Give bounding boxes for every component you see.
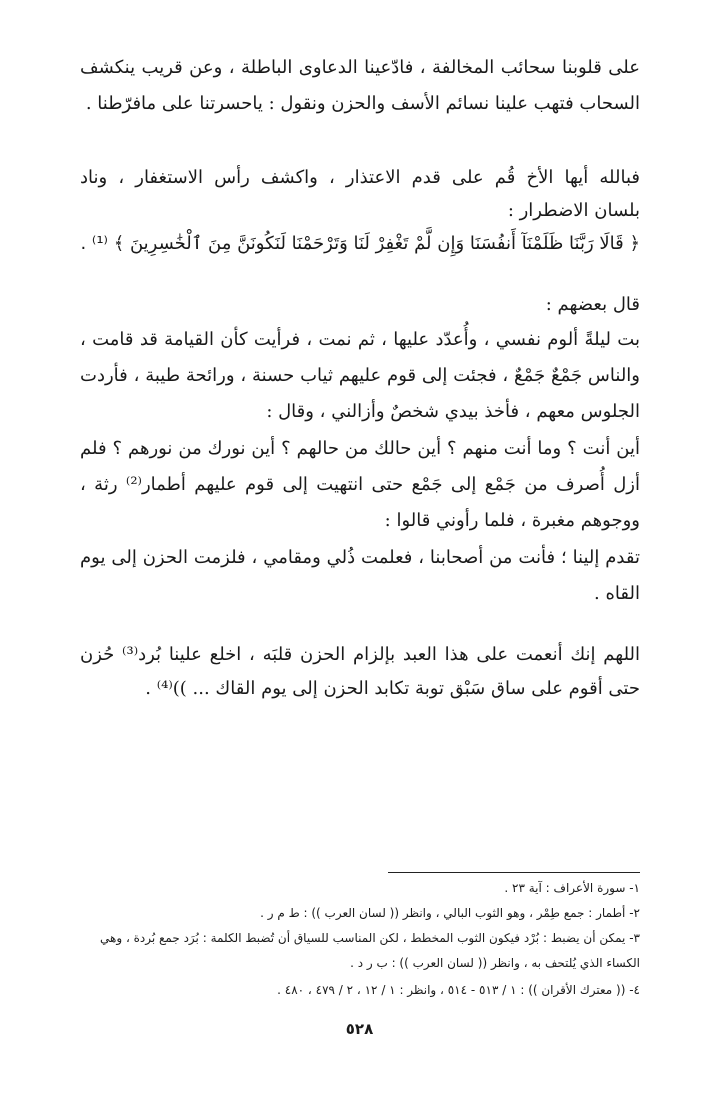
footnote-2: ٢- أطمار : جمع طِمْر ، وهو الثوب البالي ، وانظر (( لسان العرب )) : ط م ر . bbox=[260, 906, 640, 920]
prayer-line-2: حتى أقوم على ساق سَبْق توبة تكابد الحزن إلى يوم القاك ... ))⁽⁴⁾ . bbox=[145, 678, 640, 699]
paragraph-2-line-1: فبالله أيها الأخ قُم على قدم الاعتذار ، واكشف رأس الاستغفار ، وناد bbox=[80, 167, 640, 188]
paragraph-1-line-2: السحاب فتهب علينا نسائم الأسف والحزن ونقول : ياحسرتنا على مافرّطنا . bbox=[85, 93, 640, 114]
footnote-separator bbox=[388, 872, 640, 873]
prayer-line-1: اللهم إنك أنعمت على هذا العبد بإلزام الحزن قلبَه ، اخلع علينا بُرد⁽³⁾ حُزن bbox=[80, 644, 641, 665]
footnote-3-line-2: الكساء الذي يُلتحف به ، وانظر (( لسان العرب )) : ب ر د . bbox=[350, 956, 640, 970]
quote-line-2: والناس جَمْعٌ جَمْعٌ ، فجئت إلى قوم عليهم ثياب حسنة ، ورائحة طيبة ، فأردت bbox=[80, 365, 640, 386]
paragraph-1-line-1: على قلوبنا سحائب المخالفة ، فادّعينا الدعاوى الباطلة ، وعن قريب ينكشف bbox=[80, 57, 640, 78]
quote-line-6: ووجوهم مغبرة ، فلما رأوني قالوا : bbox=[384, 510, 640, 531]
quote-line-1: بت ليلةً ألوم نفسي ، وأُعدّد عليها ، ثم نمت ، فرأيت كأن القيامة قد قامت ، bbox=[80, 329, 640, 350]
footnote-3-line-1: ٣- يمكن أن يضبط : بُرْد فيكون الثوب المخطط ، لكن المناسب للسياق أن تُضبط الكلمة : بُرَد جمع بُردة ، وهي bbox=[100, 931, 640, 945]
quote-line-3: الجلوس معهم ، فأخذ بيدي شخصٌ وأزالني ، وقال : bbox=[266, 401, 640, 422]
quote-line-8: القاه . bbox=[594, 583, 640, 604]
footnote-4: ٤- (( معترك الأقران )) : ١ / ٥١٣ - ٥١٤ ، وانظر : ١ / ١٢ ، ٢ / ٤٧٩ ، ٤٨٠ . bbox=[277, 983, 640, 997]
quote-line-4: أين أنت ؟ وما أنت منهم ؟ أين حالك من حالهم ؟ أين نورك من نورهم ؟ فلم bbox=[80, 438, 640, 459]
quote-line-7: تقدم إلينا ؛ فأنت من أصحابنا ، فعلمت ذُلي ومقامي ، فلزمت الحزن إلى يوم bbox=[80, 547, 640, 568]
quran-verse: ﴿ قَالَا رَبَّنَا ظَلَمْنَآ أَنفُسَنَا وَإِن لَّمْ تَغْفِرْ لَنَا وَتَرْحَمْنَا لَنَكُونَنَّ مِنَ ٱلْخَٰسِرِينَ ﴾ ⁽¹⁾ . bbox=[80, 233, 640, 254]
footnote-1: ١- سورة الأعراف : آية ٢٣ . bbox=[504, 881, 640, 895]
paragraph-2-line-2: بلسان الاضطرار : bbox=[507, 200, 640, 221]
quote-line-5: أزل أُصرف من جَمْع إلى جَمْع حتى انتهيت إلى قوم عليهم أطمار⁽²⁾ رثة ، bbox=[80, 474, 640, 495]
page-number: ٥٢٨ bbox=[345, 1020, 374, 1038]
quote-intro: قال بعضهم : bbox=[545, 294, 640, 315]
